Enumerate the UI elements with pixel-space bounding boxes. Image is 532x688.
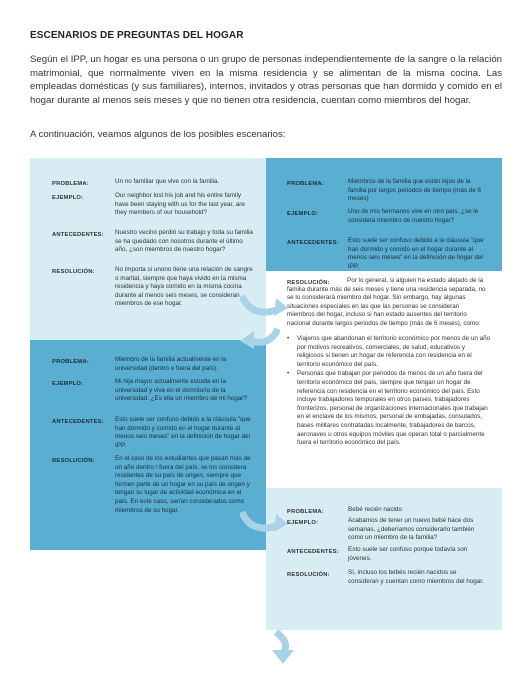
resolucion-label: RESOLUCIÓN: (52, 269, 95, 275)
ejemplo-label: EJEMPLO: (52, 195, 84, 201)
problema-label: PROBLEMA: (52, 181, 89, 187)
antecedentes-text: Esto suele ser confuso debido a la cláusula "que han dormido y comido en el hogar durante al menos seis meses" en la definición de hogar del IPP. (115, 416, 251, 449)
ejemplo-text: Uno de mis hermanos vive en otro país, ¿se le considera miembro de nuestro hogar? (348, 208, 479, 224)
resolucion-label: RESOLUCIÓN: (287, 280, 330, 286)
ejemplo-label: EJEMPLO: (287, 211, 319, 217)
antecedentes-text: Esto suele ser confuso porque todavía son jóvenes. (348, 546, 468, 562)
ejemplo-text: Our neighbor lost his job and his entire family have been staying with us for the last year, are they members of our household? (115, 192, 245, 217)
ejemplo-label: EJEMPLO: (287, 520, 319, 526)
resolucion-text: No importa si unono tiene una relación de sangre o marital, siempre que haya vivido en la misma residencia y haya comido en la misma cocina durante al menos seis meses, se consideran miembros de ese hogar. (115, 266, 253, 308)
list-item: • Personas que trabajan por periodos de menos de un año fuera del territorio económico del país, siempre que tengan un hogar de referencia con residencia en el territorio económico del país. Esto incluye trabajadores temporales en otros países, trabajadores fronterizos, personal de organizaciones internacionales que trabajan en el enclave de los mismos, personal de embajadas, consulados, bases militares contratadas localmente, trabajadores de barcos, aeronaves u otros equipos móviles que operan total o parcialmente fuera el territorio económico del país. (287, 370, 492, 447)
ejemplo-text: Mi hija mayor actualmente estudia en la universidad y vive en el dormitorio de la universidad. ¿Es ella un miembro de mi hogar? (115, 378, 247, 403)
problema-label: PROBLEMA: (287, 509, 324, 515)
resolucion-text: Sí, incluso los bebés recién nacidos se consideran y cuentan como miembros del hogar. (348, 569, 484, 585)
antecedentes-label: ANTECEDENTES: (52, 232, 104, 238)
ejemplo-text: Acabamos de tener un nuevo bebé hace dos semanas, ¿deberíamos considerarlo también como un miembro de la familia? (348, 517, 475, 542)
problema-text: Miembro de la familia actualmente en la universidad (dentro o fuera del país). (115, 356, 227, 372)
intro-paragraph: Según el IPP, un hogar es una persona o un grupo de personas independientemente de la sangre o la relación matrimonial, que normalmente viven en la misma residencia y se alimentan de la misma cocina. Las empleadas domésticas (y sus familiares), internos, invitados y otras personas que han dormido y comido en el hogar durante al menos seis meses y que no tienen otra residencia, cuentan como miembros del hogar. (30, 54, 502, 106)
antecedentes-text: Nuestro vecino perdió su trabajo y toda su familia se ha quedado con nosotros durante el último año, ¿son miembros de nuestro hogar? (115, 229, 253, 254)
intro-continuation: A continuación, veamos algunos de los posibles escenarios: (30, 129, 286, 140)
antecedentes-text: Esto suele ser confuso debido a la cláusula "que han dormido y comido en el hogar durante al menos seis meses" en la definición de hogar del IPP. (348, 237, 484, 270)
list-item: • Viajeros que abandonan el territorio económico por menos de un año por motivos recreativos, comerciales, de salud, educativos y religiosos si tienen un hogar de referencia con residencia en el territorio económico del país. (287, 335, 492, 369)
problema-label: PROBLEMA: (287, 181, 324, 187)
page-title: ESCENARIOS DE PREGUNTAS DEL HOGAR (30, 30, 244, 41)
resolucion-label: RESOLUCIÓN: (287, 572, 330, 578)
resolucion-text: En el caso de los estudiantes que pasan más de un año dentro / fuera del país, se los considera residentes de su país de origen, siempre que formen parte de un hogar en su país de origen y tengan su lugar de actividad económica en el país. En este caso, serían considerados como miembros de su hogar. (115, 455, 251, 514)
arrow-left-icon (240, 325, 280, 355)
ejemplo-label: EJEMPLO: (52, 381, 84, 387)
antecedentes-label: ANTECEDENTES: (287, 549, 339, 555)
problema-label: PROBLEMA: (52, 359, 89, 365)
exceptions-list (287, 335, 492, 449)
resolucion-text: Por lo general, si alguien ha estado alejado de la familia durante más de seis meses y tiene una residencia separada, no se lo considerará miembro del hogar. Sin embargo, hay algunas situaciones especiales en las que las personas se consideran miembros del hogar, incluso si han estado ausentes del territorio nacional durante largos periodos de tiempo (más de 6 meses), como: (287, 277, 486, 327)
antecedentes-label: ANTECEDENTES: (52, 419, 104, 425)
resolucion-label: RESOLUCIÓN: (52, 458, 95, 464)
problema-text: Miembros de la familia que están lejos de la familia por largos periodos de tiempo (más de 6 meses) (348, 178, 482, 203)
antecedentes-label: ANTECEDENTES: (287, 240, 339, 246)
problema-text: Un no familiar que vive con la familia. (115, 178, 220, 185)
arrow-down-icon (268, 630, 298, 666)
problema-text: Bebé recién nacido (348, 506, 402, 513)
